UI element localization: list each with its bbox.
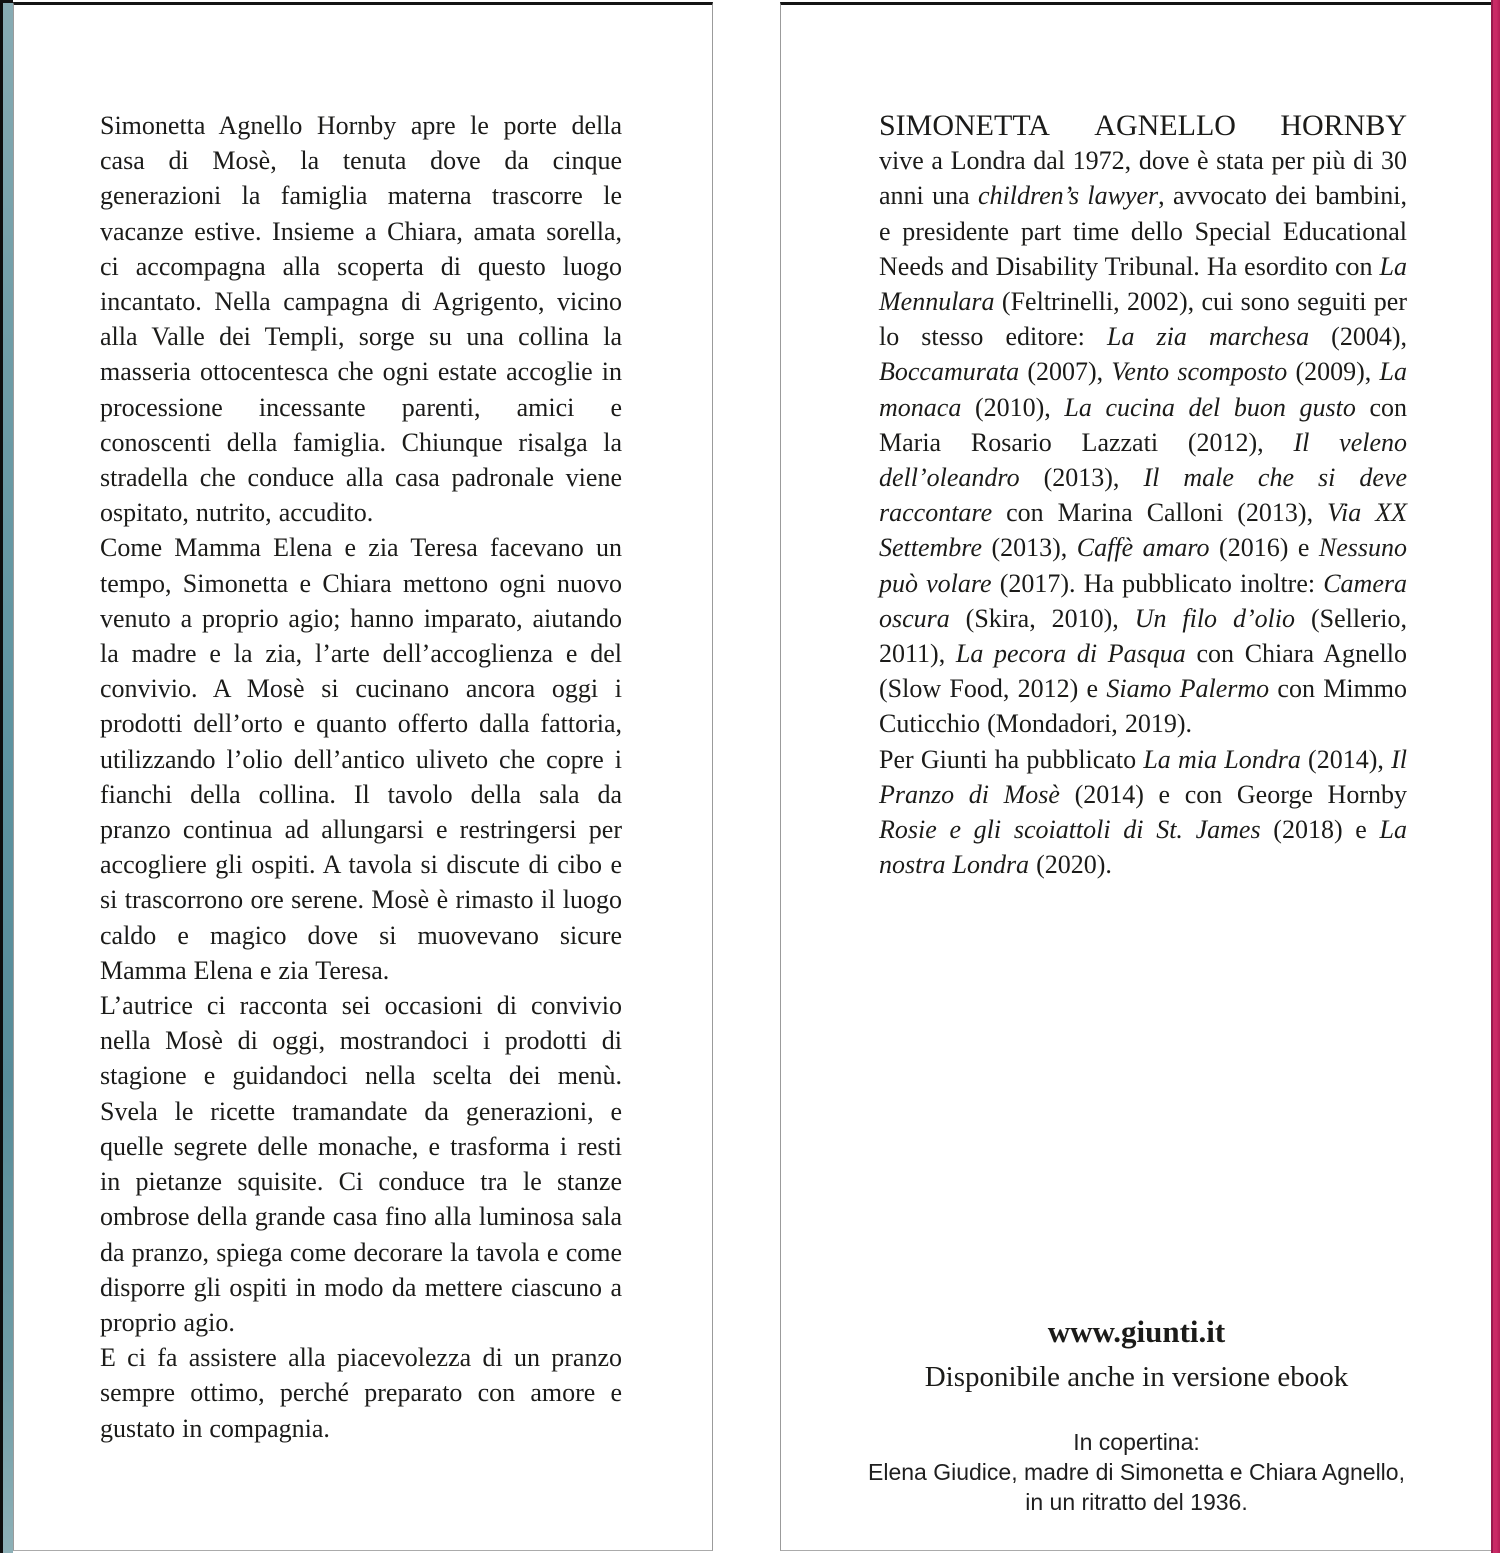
synopsis-paragraph: L’autrice ci racconta sei occasioni di convivio nella Mosè di oggi, mostrandoci i prodotti di stagione e guidandoci nella scelta dei menù. Svela le ricette tramandate da generazioni, e quelle segrete delle monache, e trasforma i resti in pietanze squisite. Ci conduce tra le stanze ombrose della grande casa fino alla luminosa sala da pranzo, spiega come decorare la tavola e come disporre gli ospiti in modo da mettere ciascuno a proprio agio.	[100, 991, 622, 1337]
publisher-url: www.giunti.it	[1047, 1314, 1226, 1349]
cover-credit-block	[781, 1427, 1492, 1517]
cover-credit-line: in un ritratto del 1936.	[1025, 1489, 1248, 1515]
synopsis-text-block	[100, 108, 622, 1446]
publisher-footer	[781, 1313, 1492, 1517]
right-flap-page	[780, 2, 1493, 1551]
synopsis-paragraph: E ci fa assistere alla piacevolezza di un pranzo sempre ottimo, perché preparato con amore e gustato in compagnia.	[100, 1343, 622, 1443]
author-middle-name: AGNELLO	[1094, 109, 1236, 142]
author-bio-paragraph: Per Giunti ha pubblicato La mia Londra (2014), Il Pranzo di Mosè (2014) e con George Hornby Rosie e gli scoiattoli di St. James (2018) e La nostra Londra (2020).	[879, 744, 1407, 880]
ebook-availability-note: Disponibile anche in versione ebook	[924, 1361, 1349, 1393]
left-flap-page	[13, 2, 713, 1551]
author-bio-block	[879, 108, 1407, 882]
author-name-heading	[879, 108, 1407, 143]
author-last-name: HORNBY	[1280, 109, 1407, 142]
cover-credit-line: In copertina:	[1073, 1429, 1200, 1455]
right-edge-accent-stripe	[1491, 0, 1500, 1553]
left-spine-accent-stripe	[0, 0, 13, 1553]
synopsis-paragraph: Come Mamma Elena e zia Teresa facevano un tempo, Simonetta e Chiara mettono ogni nuovo venuto a proprio agio; hanno imparato, aiutando la madre e la zia, l’arte dell’accoglienza e del convivio. A Mosè si cucinano ancora oggi i prodotti dell’orto e quanto offerto dalla fattoria, utilizzando l’olio dell’antico uliveto che copre i fianchi della collina. Il tavolo della sala da pranzo continua ad allungarsi e restringersi per accogliere gli ospiti. A tavola si discute di cibo e si trascorrono ore serene. Mosè è rimasto il luogo caldo e magico dove si muovevano sicure Mamma Elena e zia Teresa.	[100, 533, 622, 985]
synopsis-paragraph: Simonetta Agnello Hornby apre le porte della casa di Mosè, la tenuta dove da cinque generazioni la famiglia materna trascorre le vacanze estive. Insieme a Chiara, amata sorella, ci accompagna alla scoperta di questo luogo incantato. Nella campagna di Agrigento, vicino alla Valle dei Templi, sorge su una collina la masseria ottocentesca che ogni estate accoglie in processione incessante parenti, amici e conoscenti della famiglia. Chiunque risalga la stradella che conduce alla casa padronale viene ospitato, nutrito, accudito.	[100, 111, 622, 528]
author-first-name: SIMONETTA	[879, 109, 1050, 142]
cover-credit-line: Elena Giudice, madre di Simonetta e Chiara Agnello,	[868, 1459, 1405, 1485]
author-bio-paragraph: vive a Londra dal 1972, dove è stata per più di 30 anni una children’s lawyer, avvocato dei bambini, e presidente part time dello Special Educational Needs and Disability Tribunal. Ha esordito con La Mennulara (Feltrinelli, 2002), cui sono seguiti per lo stesso editore: La zia marchesa (2004), Boccamurata (2007), Vento scomposto (2009), La monaca (2010), La cucina del buon gusto con Maria Rosario Lazzati (2012), Il veleno dell’oleandro (2013), Il male che si deve raccontare con Marina Calloni (2013), Via XX Settembre (2013), Caffè amaro (2016) e Nessuno può volare (2017). Ha pubblicato inoltre: Camera oscura (Skira, 2010), Un filo d’olio (Sellerio, 2011), La pecora di Pasqua con Chiara Agnello (Slow Food, 2012) e Siamo Palermo con Mimmo Cuticchio (Mondadori, 2019).	[879, 146, 1408, 739]
